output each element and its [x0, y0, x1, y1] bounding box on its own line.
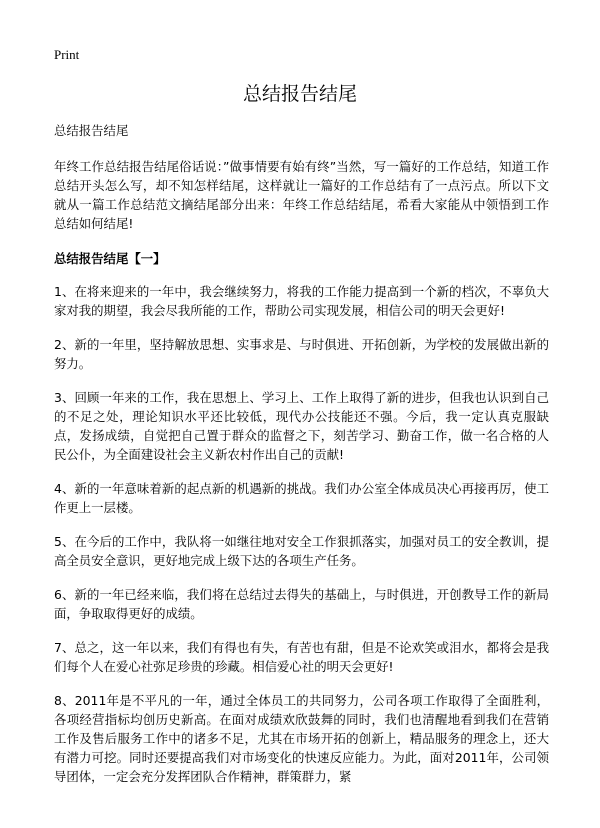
body-paragraph-2: 2、新的一年里，坚持解放思想、实事求是、与时俱进、开拓创新，为学校的发展做出新的努力。 [54, 337, 549, 371]
body-paragraph-6: 6、新的一年已经来临，我们将在总结过去得失的基础上，与时俱进，开创教导工作的新局面，争取取得更好的成绩。 [54, 587, 549, 621]
body-paragraph-4: 4、新的一年意味着新的起点新的机遇新的挑战。我们办公室全体成员决心再接再厉，使工作更上一层楼。 [54, 481, 549, 515]
document-body [54, 121, 549, 801]
intro-paragraph: 年终工作总结报告结尾俗话说：”做事情要有始有终”当然，写一篇好的工作总结，知道工作总结开头怎么写，却不知怎样结尾，这样就让一篇好的工作总结有了一点污点。所以下文就从一篇工作总结范文摘结尾部分出来：年终工作总结结尾，希看大家能从中领悟到工作总结如何结尾! [54, 159, 549, 231]
body-paragraph-5: 5、在今后的工作中，我队将一如继往地对安全工作狠抓落实，加强对员工的安全教训，提高全员安全意识，更好地完成上级下达的各项生产任务。 [54, 534, 549, 568]
body-paragraph-3: 3、回顾一年来的工作，我在思想上、学习上、工作上取得了新的进步，但我也认识到自己的不足之处，理论知识水平还比较低，现代办公技能还不强。今后，我一定认真克服缺点，发扬成绩，自觉把自己置于群众的监督之下，刻苦学习、勤奋工作，做一名合格的人民公仆，为全面建设社会主义新农村作出自己的贡献! [54, 390, 549, 462]
body-paragraph-1: 1、在将来迎来的一年中，我会继续努力，将我的工作能力提高到一个新的档次，不辜负大家对我的期望，我会尽我所能的工作，帮助公司实现发展，相信公司的明天会更好! [54, 284, 549, 318]
section-heading: 总结报告结尾【一】 [54, 251, 166, 266]
body-paragraph-8: 8、2011年是不平凡的一年，通过全体员工的共同努力，公司各项工作取得了全面胜利，各项经营指标均创历史新高。在面对成绩欢欣鼓舞的同时，我们也清醒地看到我们在营销工作及售后服务工作中的诸多不足，尤其在市场开拓的创新上，精品服务的理念上，还大有潜力可挖。同时还要提高我们对市场变化的快速反应能力。为此，面对2011年，公司领导团体，一定会充分发挥团队合作精神，群策群力，紧 [54, 693, 549, 784]
body-paragraph-7: 7、总之，这一年以来，我们有得也有失，有苦也有甜，但是不论欢笑或泪水，都将会是我们每个人在爱心社弥足珍贵的珍藏。相信爱心社的明天会更好! [54, 640, 549, 674]
print-link[interactable]: Print [54, 47, 80, 62]
document-title: 总结报告结尾 [242, 83, 357, 105]
document-subtitle: 总结报告结尾 [54, 123, 129, 138]
